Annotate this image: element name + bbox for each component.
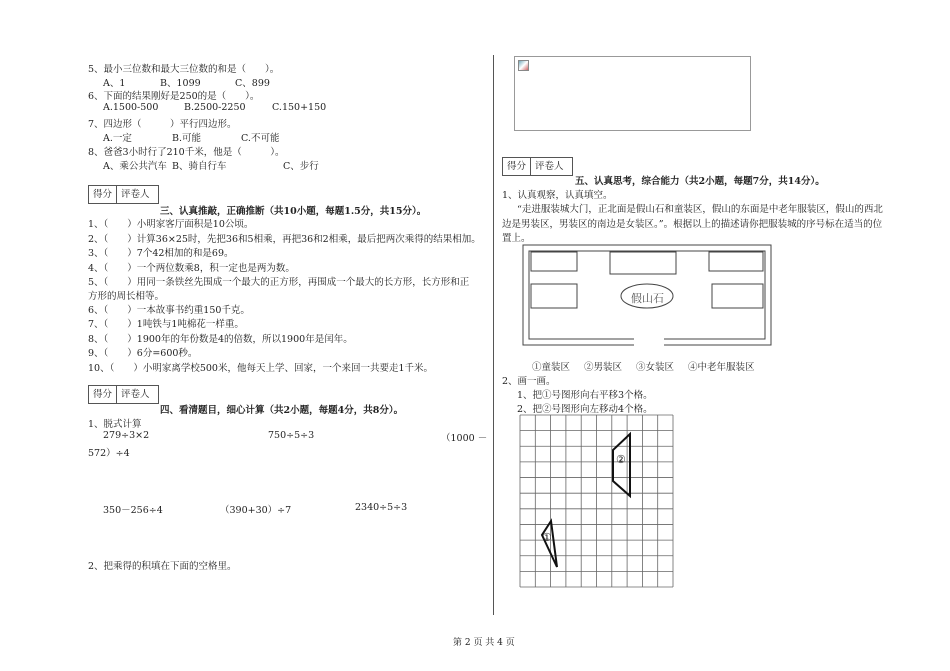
sec3-item-7: 7、（ ）1吨铁与1吨棉花一样重。 [88,319,244,330]
q5-stem: 5、最小三位数和最大三位数的和是（ ）。 [88,64,280,75]
page-number: 第 2 页 共 4 页 [453,638,515,648]
sec5-q1: 1、认真观察，认真填空。 [502,190,613,201]
sec3-item-9: 9、（ ）6分=600秒。 [88,348,198,359]
reviewer-label: 评卷人 [121,189,150,200]
sec3-item-5: 5、（ ）用同一条铁丝先围成一个最大的正方形，再围成一个最大的长方形，长方形和正 [88,277,470,288]
grid-lines [520,415,673,587]
score-box-sec5 [502,157,573,176]
calc-1: 279÷3×2 [103,430,150,441]
score-label: 得分 [89,186,117,203]
q6-option-b: B.2500-2250 [184,102,246,113]
calc-4: 350－256÷4 [103,505,163,516]
legend-2: ②男装区 [584,362,623,373]
shape-1-triangle [542,521,557,567]
image-placeholder [514,56,751,131]
score-box-sec3 [88,185,159,204]
sec4-q1: 1、脱式计算 [88,419,142,430]
score-box-sec4 [88,385,159,404]
section-3-title: 三、认真推敲，正确推断（共10小题，每题1.5分，共15分）。 [160,206,427,217]
rock-label: 假山石 [631,292,664,305]
q2-item-2: 2、把②号图形向左移动4个格。 [517,404,653,415]
legend-1: ①童装区 [532,362,571,373]
q5-option-a: A、1 [103,78,126,89]
score-label: 得分 [503,158,531,175]
section-4-title: 四、看清题目，细心计算（共2小题，每题4分，共8分）。 [160,405,404,416]
q7-option-a: A.一定 [103,133,132,144]
sec3-item-6: 6、（ ）一本故事书约重150千克。 [88,305,250,316]
sec3-item-3: 3、（ ）7个42相加的和是69。 [88,248,234,259]
score-label: 得分 [89,386,117,403]
reviewer-label: 评卷人 [535,161,564,172]
q8-stem: 8、爸爸3小时行了210千米，他是（ ）。 [88,147,285,158]
calc-3: （1000 － [441,433,488,444]
q8-option-a: A、乘公共汽车 [103,161,167,172]
q5-option-c: C、899 [235,78,270,89]
q7-option-c: C.不可能 [241,133,280,144]
sec3-item-2: 2、（ ）计算36×25时，先把36和5相乘，再把36和2相乘，最后把两次乘得的结果相加。 [88,234,481,245]
sec5-q2: 2、画一画。 [502,376,556,387]
sec3-item-4: 4、（ ）一个两位数乘8，积一定也是两为数。 [88,263,295,274]
shape-1-label: ① [542,531,552,544]
q8-option-c: C、步行 [283,161,319,172]
calc-6: 2340÷5÷3 [355,502,408,513]
legend-3: ③女装区 [636,362,675,373]
q2-item-1: 1、把①号图形向右平移3个格。 [517,390,653,401]
reviewer-label: 评卷人 [121,389,150,400]
sec3-item-1: 1、（ ）小明家客厅面积是10公顷。 [88,219,254,230]
calc-2: 750÷5÷3 [268,430,315,441]
sec3-item-10: 10、（ ）小明家离学校500米，他每天上学、回家，一个来回一共要走1千米。 [88,363,434,374]
sec3-item-5-cont: 方形的周长相等。 [88,291,165,302]
paragraph-line-3: 置上。 [502,233,531,244]
q6-option-a: A.1500-500 [103,102,159,113]
q6-stem: 6、下面的结果刚好是250的是（ ）。 [88,91,260,102]
broken-image-icon [518,60,529,71]
column-divider [493,55,494,615]
calc-3-cont: 572）÷4 [88,448,130,459]
q6-option-c: C.150+150 [272,102,327,113]
legend-4: ④中老年服装区 [688,362,755,373]
paragraph-line-1: “走进服装城大门，正北面是假山石和童装区，假山的东面是中老年服装区，假山的西北 [517,204,883,215]
sec3-item-8: 8、（ ）1900年的年份数是4的倍数，所以1900年是闰年。 [88,334,353,345]
sec4-q2: 2、把乘得的积填在下面的空格里。 [88,561,237,572]
shape-2-label: ② [616,453,626,466]
paragraph-line-2: 边是男装区，男装区的南边是女装区。”。根据以上的描述请你把服装城的序号标在适当的位 [502,219,883,230]
q5-option-b: B、1099 [160,78,201,89]
q8-option-b: B、骑自行车 [172,161,227,172]
q7-option-b: B.可能 [172,133,202,144]
section-5-title: 五、认真思考，综合能力（共2小题，每题7分，共14分）。 [575,176,825,187]
calc-5: （390+30）÷7 [220,505,292,516]
q7-stem: 7、四边形（ ）平行四边形。 [88,119,237,130]
square-grid [519,414,674,588]
